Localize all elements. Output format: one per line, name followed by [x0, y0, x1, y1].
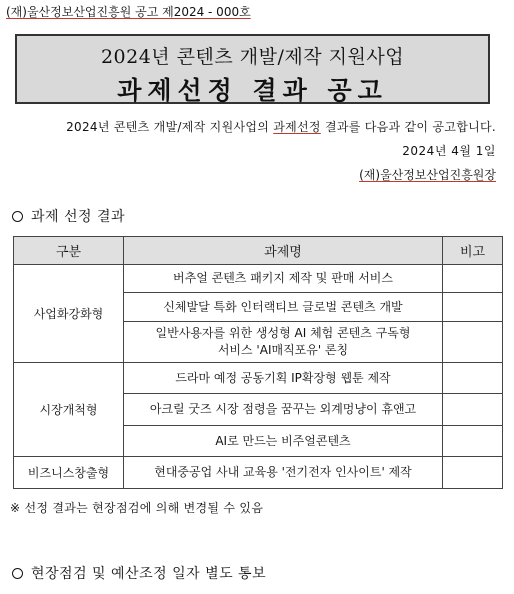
project-cell: 현대중공업 사내 교육용 '전기전자 인사이트' 제작 — [124, 457, 443, 489]
intro-suffix: 결과를 다음과 같이 공고합니다. — [320, 120, 496, 134]
intro-prefix: 2024년 콘텐츠 개발/제작 지원사업의 — [66, 120, 274, 134]
header-remarks: 비고 — [443, 237, 503, 265]
project-cell — [124, 322, 443, 363]
project-cell: AI로 만드는 비주얼콘텐츠 — [124, 426, 443, 457]
title-main: 2024년 콘텐츠 개발/제작 지원사업 — [100, 46, 405, 68]
footnote: ※ 선정 결과는 현장점검에 의해 변경될 수 있음 — [10, 501, 264, 515]
title-box — [15, 34, 490, 104]
table-row — [14, 363, 503, 394]
announcement-date: 2024년 4월 1일 — [402, 144, 496, 158]
table-row — [14, 265, 503, 293]
table-row — [14, 457, 503, 489]
project-line: 일반사용자를 위한 생성형 AI 체험 콘텐츠 구독형 — [155, 326, 411, 340]
remarks-cell — [443, 457, 503, 489]
category-cell: 비즈니스창출형 — [14, 457, 124, 489]
intro-underlined: 과제선정 — [273, 120, 321, 134]
remarks-cell — [443, 322, 503, 363]
header-project: 과제명 — [124, 237, 443, 265]
remarks-cell — [443, 426, 503, 457]
project-cell: 신체발달 특화 인터랙티브 글로벌 콘텐츠 개발 — [124, 293, 443, 322]
circle-bullet-icon — [12, 211, 23, 222]
issuer: (재)울산정보산업진흥원장 — [359, 168, 496, 182]
section-1-heading — [12, 206, 125, 226]
category-cell: 시장개척형 — [14, 363, 124, 457]
remarks-cell — [443, 293, 503, 322]
project-cell: 버추얼 콘텐츠 패키지 제작 및 판매 서비스 — [124, 265, 443, 293]
section-1-title: 과제 선정 결과 — [31, 209, 126, 225]
intro-text — [66, 118, 496, 135]
project-cell: 아크릴 굿즈 시장 점령을 꿈꾸는 외계멍냥이 휴앤고 — [124, 394, 443, 426]
remarks-cell — [443, 394, 503, 426]
project-cell: 드라마 예정 공동기획 IP확장형 웹툰 제작 — [124, 363, 443, 394]
section-2-heading — [12, 563, 266, 583]
circle-bullet-icon — [12, 568, 23, 579]
project-line: 서비스 'AI매직포유' 론칭 — [217, 343, 349, 357]
header-category: 구분 — [14, 237, 124, 265]
announcement-number: (재)울산정보산업진흥원 공고 제2024 - 000호 — [6, 5, 251, 19]
section-2-title: 현장점검 및 예산조정 일자 별도 통보 — [31, 566, 267, 582]
remarks-cell — [443, 265, 503, 293]
results-table — [13, 236, 503, 489]
remarks-cell — [443, 363, 503, 394]
table-header-row — [14, 237, 503, 265]
category-cell: 사업화강화형 — [14, 265, 124, 363]
title-sub: 과제선정 결과 공고 — [117, 76, 388, 105]
